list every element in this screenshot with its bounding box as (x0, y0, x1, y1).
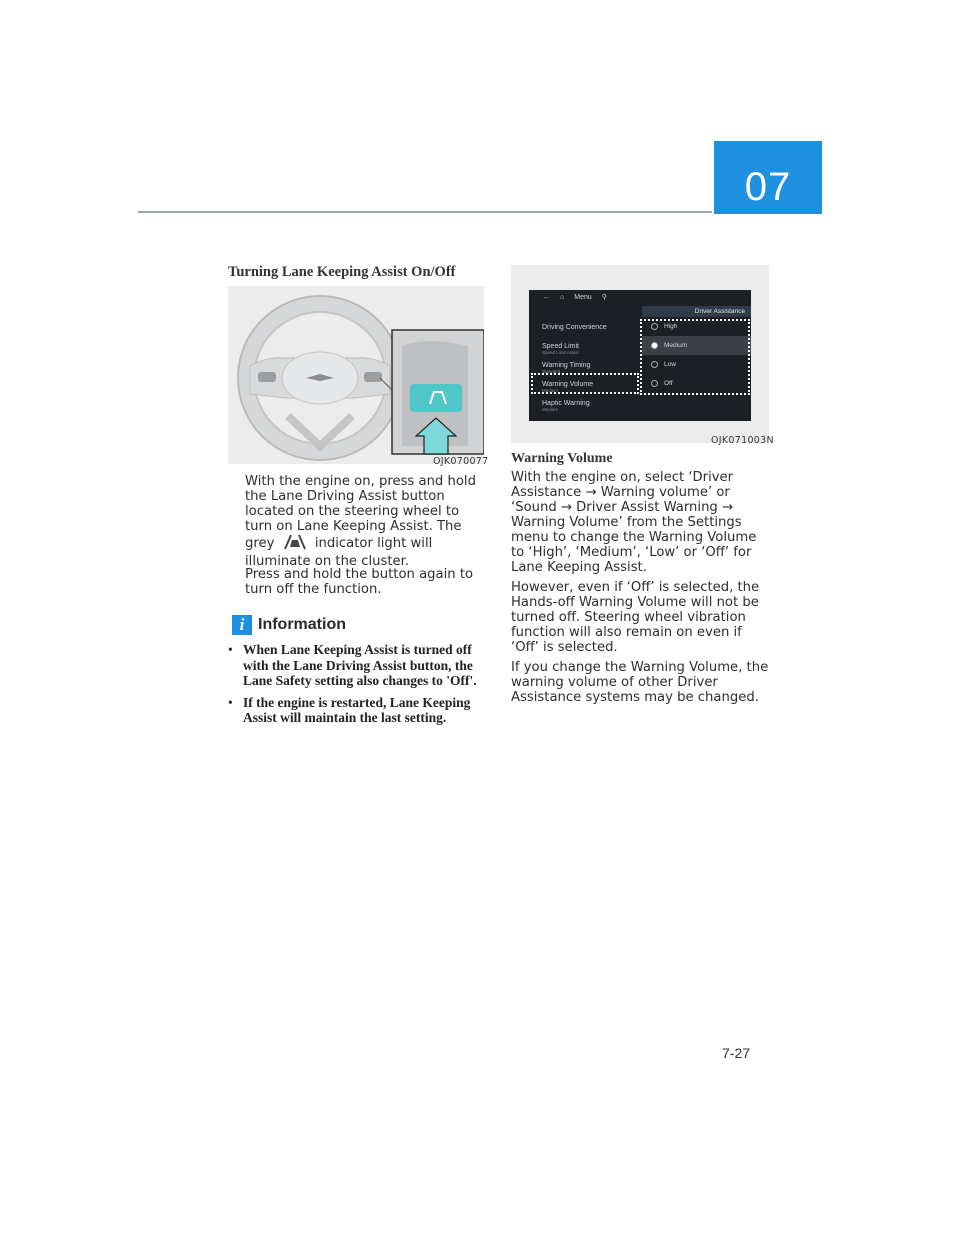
lane-keeping-indicator-icon (281, 534, 309, 554)
page-number: 7-27 (722, 1045, 751, 1061)
list-item-label: Warning Volume (542, 381, 594, 388)
search-icon: ⚲ (601, 294, 607, 301)
paragraph-lka-off: Press and hold the button again to turn off the function. (245, 567, 474, 597)
list-item-label: Haptic Warning (542, 400, 590, 407)
list-item-sub: Medium (542, 407, 559, 412)
section-title-warning-volume: Warning Volume (511, 451, 613, 466)
steering-wheel-figure (228, 286, 484, 464)
bullet-item: • If the engine is restarted, Lane Keeping Assist will maintain the last setting. (228, 695, 490, 726)
info-icon: i (232, 615, 252, 635)
information-bullets (228, 642, 490, 732)
information-heading (232, 615, 346, 635)
back-arrow-icon: ← (543, 293, 550, 301)
option-label: Low (664, 361, 676, 368)
paragraph-warning-volume-3: If you change the Warning Volume, the warning volume of other Driver Assistance systems may be changed. (511, 660, 769, 705)
option-label: Medium (664, 342, 688, 349)
highlight-box-options (640, 319, 750, 395)
panel-title: Driver Assistance (642, 306, 751, 317)
home-icon: ⌂ (560, 293, 565, 301)
list-item-sub: Speed Limit Assist (542, 350, 579, 355)
menu-label: Menu (574, 293, 592, 301)
screen-top-bar (529, 290, 751, 304)
chapter-tab: 07 (714, 141, 822, 214)
paragraph-warning-volume-1: With the engine on, select ‘Driver Assistance → Warning volume’ or ‘Sound → Driver Assist Warning → Warning Volume’ from the Settings menu to change the Warning Volume to ‘High’, ‘Medium’, ‘Low’ or ‘Off’ for Lane Keeping Assist. (511, 470, 757, 575)
list-item (529, 321, 637, 340)
paragraph-lka-on-text: With the engine on, press and hold the Lane Driving Assist button located on the steering wheel to turn on Lane Keeping Assist. The grey (245, 474, 476, 551)
bullet-item: • When Lane Keeping Assist is turned off with the Lane Driving Assist button, the Lane Safety setting also changes to 'Off'. (228, 642, 490, 689)
figure-code-left: OJK070077 (433, 456, 489, 467)
settings-screen (529, 290, 751, 421)
figure-code-right: OJK071003N (711, 435, 774, 446)
paragraph-warning-volume-2: However, even if ‘Off’ is selected, the Hands-off Warning Volume will not be turned off. Steering wheel vibration function will also remain on even if ‘Off’ is selected. (511, 580, 760, 655)
list-item (529, 397, 637, 416)
highlight-box-warning-volume (531, 373, 639, 394)
list-item-sub: Medium (542, 388, 559, 393)
paragraph-lka-on (245, 474, 485, 569)
list-item-label: Driving Convenience (542, 324, 607, 331)
option-label: High (664, 323, 678, 330)
steering-wheel-illustration (228, 286, 484, 464)
paragraph-lka-on-text-2: indicator light will illuminate on the cluster. (245, 536, 433, 569)
list-item (529, 340, 637, 359)
header-rule (138, 211, 712, 213)
list-item-label: Speed Limit (542, 343, 579, 350)
option-label: Off (664, 380, 673, 387)
information-label: Information (258, 616, 346, 633)
section-title-lka: Turning Lane Keeping Assist On/Off (228, 264, 456, 280)
list-item-sub: Standard (542, 369, 561, 374)
lane-assist-button (410, 384, 462, 412)
settings-list (529, 307, 637, 416)
list-item-label: Warning Timing (542, 362, 591, 369)
